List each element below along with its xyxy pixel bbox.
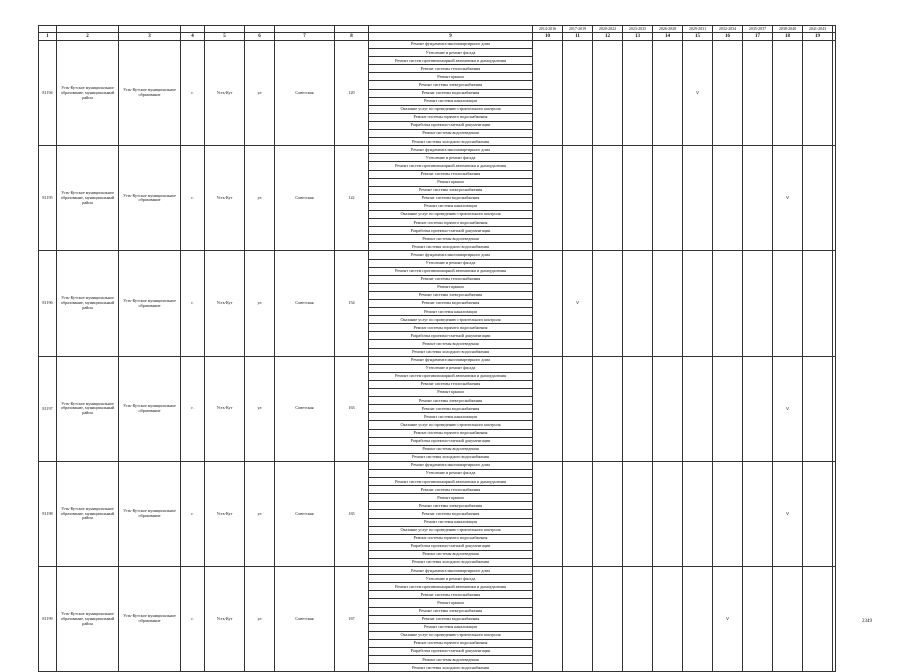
work-type: Ремонт фундамента многоквартирного дома — [369, 356, 533, 364]
municipality: Усть-Кутское муниципальное образование, муниципальный район — [57, 461, 119, 566]
work-type: Оказание услуг по проведению строительного контроля — [369, 316, 533, 324]
period-cell — [563, 356, 593, 461]
work-type: Ремонт фундамента многоквартирного дома — [369, 146, 533, 154]
table-row — [39, 356, 836, 364]
period-cell — [653, 567, 683, 672]
header-blank-cell — [57, 26, 119, 33]
work-type: Оказание услуг по проведению строительного контроля — [369, 421, 533, 429]
settlement: Усть-Кутское муниципальное образование — [119, 356, 181, 461]
period-cell — [683, 461, 713, 566]
work-type: Утепление и ремонт фасада — [369, 364, 533, 372]
period-mark: V — [683, 41, 713, 146]
period-cell — [533, 461, 563, 566]
work-type: Ремонт системы горячего водоснабжения — [369, 534, 533, 542]
settlement: Усть-Кутское муниципальное образование — [119, 461, 181, 566]
work-type: Разработка проектно-сметной документации — [369, 227, 533, 235]
period-cell — [743, 146, 773, 251]
work-type: Ремонт системы холодного водоснабжения — [369, 559, 533, 567]
street-type: ул — [245, 461, 275, 566]
locality-type: г. — [181, 356, 205, 461]
work-type: Ремонт системы горячего водоснабжения — [369, 219, 533, 227]
work-type: Ремонт системы электроснабжения — [369, 81, 533, 89]
period-cell — [623, 251, 653, 356]
work-type: Ремонт системы водоотведения — [369, 235, 533, 243]
period-cell — [653, 461, 683, 566]
period-cell — [743, 567, 773, 672]
locality-type: г. — [181, 41, 205, 146]
locality-type: г. — [181, 461, 205, 566]
work-type: Ремонт систем противопожарной автоматики и дымоудаления — [369, 267, 533, 275]
work-type: Ремонт системы теплоснабжения — [369, 65, 533, 73]
municipality: Усть-Кутское муниципальное образование, муниципальный район — [57, 41, 119, 146]
period-cell — [533, 146, 563, 251]
header-blank-cell — [335, 26, 369, 33]
header-blank-cell — [119, 26, 181, 33]
edge-cell — [833, 356, 836, 461]
work-type: Ремонт системы водоснабжения — [369, 405, 533, 413]
record-id: 81195 — [39, 146, 57, 251]
record-id: 81199 — [39, 567, 57, 672]
column-number: 4 — [181, 33, 205, 41]
work-type: Ремонт системы горячего водоснабжения — [369, 324, 533, 332]
period-cell — [773, 251, 803, 356]
table-row — [39, 461, 836, 469]
column-number: 18 — [773, 33, 803, 41]
street-type: ул — [245, 356, 275, 461]
work-type: Ремонт системы канализации — [369, 202, 533, 210]
period-cell — [743, 41, 773, 146]
period-cell — [803, 251, 833, 356]
work-type: Ремонт системы электроснабжения — [369, 502, 533, 510]
work-type: Ремонт крыши — [369, 389, 533, 397]
edge-cell — [833, 146, 836, 251]
period-cell — [623, 461, 653, 566]
locality-type: г. — [181, 251, 205, 356]
header-blank-cell — [369, 26, 533, 33]
work-type: Ремонт системы холодного водоснабжения — [369, 664, 533, 672]
locality: Усть-Кут — [205, 461, 245, 566]
street-type: ул — [245, 41, 275, 146]
record-id: 81197 — [39, 356, 57, 461]
locality: Усть-Кут — [205, 41, 245, 146]
work-type: Разработка проектно-сметной документации — [369, 121, 533, 129]
house-number: 165 — [335, 461, 369, 566]
street: Советская — [275, 251, 335, 356]
work-type: Ремонт системы теплоснабжения — [369, 275, 533, 283]
street: Советская — [275, 146, 335, 251]
period-cell — [743, 356, 773, 461]
column-number: 16 — [713, 33, 743, 41]
column-number: 1 — [39, 33, 57, 41]
work-type: Ремонт крыши — [369, 283, 533, 291]
period-cell — [593, 146, 623, 251]
period-mark: V — [713, 567, 743, 672]
work-type: Ремонт системы водоотведения — [369, 656, 533, 664]
column-number: 19 — [803, 33, 833, 41]
settlement: Усть-Кутское муниципальное образование — [119, 146, 181, 251]
municipality: Усть-Кутское муниципальное образование, муниципальный район — [57, 251, 119, 356]
house-number: 163 — [335, 356, 369, 461]
period-cell — [623, 356, 653, 461]
period-cell — [593, 567, 623, 672]
work-type: Ремонт фундамента многоквартирного дома — [369, 251, 533, 259]
column-number: 8 — [335, 33, 369, 41]
table-row — [39, 567, 836, 575]
work-type: Разработка проектно-сметной документации — [369, 437, 533, 445]
work-type: Ремонт системы теплоснабжения — [369, 170, 533, 178]
period-mark: V — [773, 146, 803, 251]
work-type: Разработка проектно-сметной документации — [369, 332, 533, 340]
street: Советская — [275, 461, 335, 566]
municipality: Усть-Кутское муниципальное образование, муниципальный район — [57, 146, 119, 251]
header-blank-cell — [275, 26, 335, 33]
work-type: Разработка проектно-сметной документации — [369, 648, 533, 656]
period-cell — [533, 356, 563, 461]
program-table-sheet — [38, 25, 835, 672]
column-number: 7 — [275, 33, 335, 41]
settlement: Усть-Кутское муниципальное образование — [119, 41, 181, 146]
period-cell — [803, 356, 833, 461]
work-type: Ремонт системы электроснабжения — [369, 291, 533, 299]
header-period: 2029-2031 — [683, 26, 713, 33]
column-number: 11 — [563, 33, 593, 41]
work-type: Утепление и ремонт фасада — [369, 154, 533, 162]
work-type: Ремонт крыши — [369, 599, 533, 607]
period-cell — [743, 251, 773, 356]
work-type: Ремонт системы водоснабжения — [369, 615, 533, 623]
period-mark: V — [563, 251, 593, 356]
column-number: 13 — [623, 33, 653, 41]
period-cell — [683, 146, 713, 251]
period-cell — [803, 146, 833, 251]
house-number: 120 — [335, 41, 369, 146]
header-blank-cell — [833, 26, 836, 33]
work-type: Ремонт системы канализации — [369, 623, 533, 631]
work-type: Ремонт системы горячего водоснабжения — [369, 429, 533, 437]
work-type: Ремонт системы канализации — [369, 518, 533, 526]
work-type: Ремонт системы канализации — [369, 97, 533, 105]
work-type: Ремонт фундамента многоквартирного дома — [369, 41, 533, 49]
work-type: Ремонт систем противопожарной автоматики и дымоудаления — [369, 583, 533, 591]
street: Советская — [275, 567, 335, 672]
period-cell — [563, 146, 593, 251]
edge-cell — [833, 461, 836, 566]
street-type: ул — [245, 251, 275, 356]
work-type: Ремонт системы горячего водоснабжения — [369, 639, 533, 647]
work-type: Ремонт системы канализации — [369, 308, 533, 316]
period-cell — [773, 567, 803, 672]
settlement: Усть-Кутское муниципальное образование — [119, 567, 181, 672]
period-cell — [563, 567, 593, 672]
period-cell — [653, 41, 683, 146]
period-cell — [803, 41, 833, 146]
work-type: Ремонт системы водоотведения — [369, 550, 533, 558]
work-type: Ремонт системы электроснабжения — [369, 186, 533, 194]
period-cell — [593, 251, 623, 356]
work-type: Ремонт систем противопожарной автоматики и дымоудаления — [369, 478, 533, 486]
municipality: Усть-Кутское муниципальное образование, муниципальный район — [57, 567, 119, 672]
period-cell — [563, 41, 593, 146]
work-type: Ремонт системы холодного водоснабжения — [369, 348, 533, 356]
column-number: 5 — [205, 33, 245, 41]
record-id: 81194 — [39, 41, 57, 146]
column-number: 6 — [245, 33, 275, 41]
locality: Усть-Кут — [205, 146, 245, 251]
header-blank-cell — [39, 26, 57, 33]
column-number: 17 — [743, 33, 773, 41]
municipality: Усть-Кутское муниципальное образование, муниципальный район — [57, 356, 119, 461]
period-cell — [713, 356, 743, 461]
work-type: Ремонт крыши — [369, 73, 533, 81]
edge-cell — [833, 41, 836, 146]
work-type: Ремонт системы водоснабжения — [369, 300, 533, 308]
work-type: Ремонт систем противопожарной автоматики и дымоудаления — [369, 57, 533, 65]
period-cell — [713, 41, 743, 146]
edge-cell — [833, 251, 836, 356]
period-cell — [653, 146, 683, 251]
work-type: Утепление и ремонт фасада — [369, 469, 533, 477]
header-blank-cell — [181, 26, 205, 33]
work-type: Ремонт системы водоотведения — [369, 340, 533, 348]
work-type: Ремонт систем противопожарной автоматики и дымоудаления — [369, 162, 533, 170]
street: Советская — [275, 356, 335, 461]
work-type: Ремонт системы холодного водоснабжения — [369, 243, 533, 251]
record-id: 81198 — [39, 461, 57, 566]
settlement: Усть-Кутское муниципальное образование — [119, 251, 181, 356]
period-cell — [683, 356, 713, 461]
period-cell — [593, 461, 623, 566]
period-cell — [683, 567, 713, 672]
header-period: 2041-2043 — [803, 26, 833, 33]
period-cell — [683, 251, 713, 356]
work-type: Разработка проектно-сметной документации — [369, 542, 533, 550]
header-period: 2032-2034 — [713, 26, 743, 33]
work-type: Ремонт системы водоотведения — [369, 130, 533, 138]
header-period: 2017-2019 — [563, 26, 593, 33]
period-cell — [623, 41, 653, 146]
work-type: Ремонт системы холодного водоснабжения — [369, 453, 533, 461]
period-mark: V — [773, 461, 803, 566]
locality: Усть-Кут — [205, 251, 245, 356]
edge-cell — [833, 567, 836, 672]
work-type: Ремонт системы электроснабжения — [369, 397, 533, 405]
work-type: Оказание услуг по проведению строительного контроля — [369, 526, 533, 534]
column-number: 10 — [533, 33, 563, 41]
house-number: 167 — [335, 567, 369, 672]
street: Советская — [275, 41, 335, 146]
period-cell — [593, 41, 623, 146]
period-cell — [653, 356, 683, 461]
work-type: Ремонт системы водоснабжения — [369, 89, 533, 97]
locality-type: г. — [181, 567, 205, 672]
work-type: Утепление и ремонт фасада — [369, 49, 533, 57]
street-type: ул — [245, 567, 275, 672]
work-type: Оказание услуг по проведению строительного контроля — [369, 631, 533, 639]
period-cell — [653, 251, 683, 356]
table-row — [39, 146, 836, 154]
period-cell — [743, 461, 773, 566]
street-type: ул — [245, 146, 275, 251]
header-blank-cell — [833, 33, 836, 41]
work-type: Ремонт систем противопожарной автоматики и дымоудаления — [369, 372, 533, 380]
header-period: 2020-2022 — [593, 26, 623, 33]
work-type: Ремонт фундамента многоквартирного дома — [369, 567, 533, 575]
period-cell — [803, 567, 833, 672]
locality: Усть-Кут — [205, 356, 245, 461]
locality-type: г. — [181, 146, 205, 251]
period-cell — [713, 146, 743, 251]
work-type: Ремонт фундамента многоквартирного дома — [369, 461, 533, 469]
period-cell — [623, 567, 653, 672]
column-number: 12 — [593, 33, 623, 41]
work-type: Ремонт крыши — [369, 494, 533, 502]
table-row — [39, 41, 836, 49]
header-period: 2038-2040 — [773, 26, 803, 33]
locality: Усть-Кут — [205, 567, 245, 672]
work-type: Оказание услуг по проведению строительного контроля — [369, 210, 533, 218]
period-cell — [533, 251, 563, 356]
table-row — [39, 251, 836, 259]
header-blank-cell — [245, 26, 275, 33]
work-type: Ремонт системы водоснабжения — [369, 194, 533, 202]
work-type: Ремонт системы водоснабжения — [369, 510, 533, 518]
work-type: Ремонт системы холодного водоснабжения — [369, 138, 533, 146]
period-cell — [593, 356, 623, 461]
header-period: 2035-2037 — [743, 26, 773, 33]
page-number: 2349 — [862, 619, 872, 624]
column-number: 14 — [653, 33, 683, 41]
period-cell — [563, 461, 593, 566]
header-blank-cell — [205, 26, 245, 33]
period-cell — [533, 41, 563, 146]
period-cell — [803, 461, 833, 566]
column-number: 3 — [119, 33, 181, 41]
column-number: 2 — [57, 33, 119, 41]
work-type: Ремонт системы теплоснабжения — [369, 486, 533, 494]
period-mark: V — [773, 356, 803, 461]
work-type: Ремонт крыши — [369, 178, 533, 186]
house-number: 154 — [335, 251, 369, 356]
house-number: 122 — [335, 146, 369, 251]
header-period: 2026-2028 — [653, 26, 683, 33]
period-cell — [713, 461, 743, 566]
column-number: 15 — [683, 33, 713, 41]
period-cell — [713, 251, 743, 356]
work-type: Утепление и ремонт фасада — [369, 259, 533, 267]
column-number: 9 — [369, 33, 533, 41]
work-type: Утепление и ремонт фасада — [369, 575, 533, 583]
header-period: 2014-2016 — [533, 26, 563, 33]
work-type: Ремонт системы теплоснабжения — [369, 591, 533, 599]
work-type: Ремонт системы горячего водоснабжения — [369, 113, 533, 121]
work-type: Ремонт системы электроснабжения — [369, 607, 533, 615]
header-period: 2023-2025 — [623, 26, 653, 33]
period-cell — [623, 146, 653, 251]
work-type: Оказание услуг по проведению строительного контроля — [369, 105, 533, 113]
work-type: Ремонт системы канализации — [369, 413, 533, 421]
period-cell — [533, 567, 563, 672]
record-id: 81196 — [39, 251, 57, 356]
period-cell — [773, 41, 803, 146]
work-type: Ремонт системы водоотведения — [369, 445, 533, 453]
capital-repair-table — [38, 25, 836, 672]
work-type: Ремонт системы теплоснабжения — [369, 380, 533, 388]
